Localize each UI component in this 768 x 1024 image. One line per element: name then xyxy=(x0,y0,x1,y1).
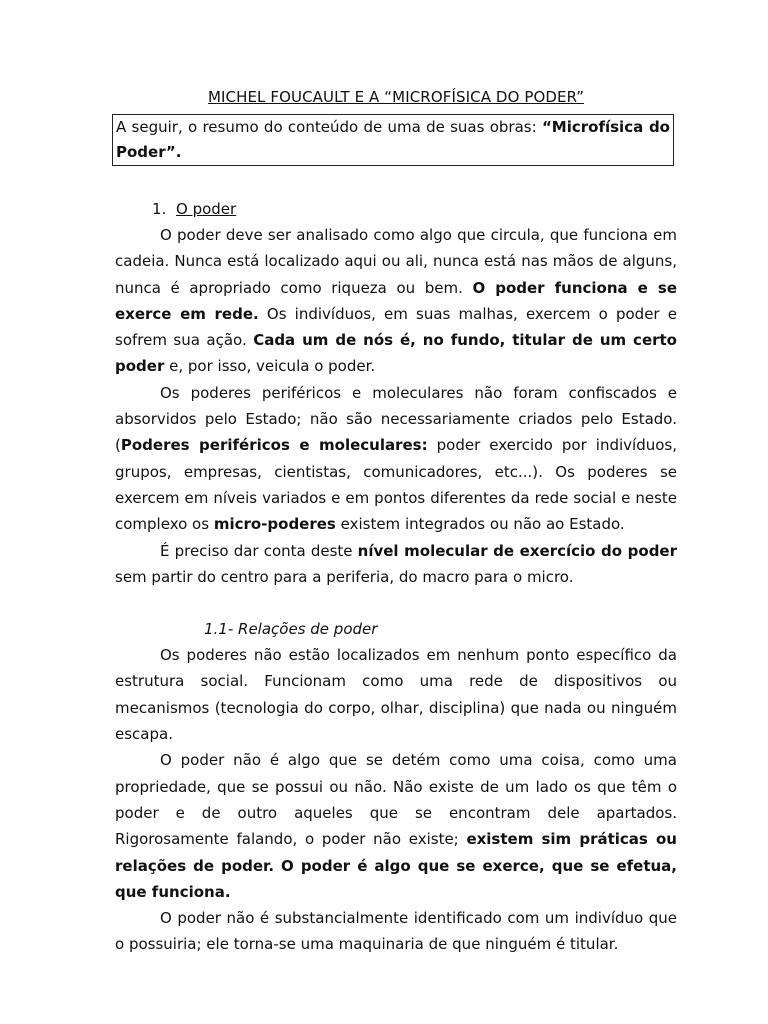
text-run: O poder deve ser analisado como algo que circula, que funciona em cadeia. Nunca está localizado aqui ou ali, nunca está nas mãos de alguns, nunca é apropriado como riqueza ou bem. xyxy=(115,226,677,297)
text-run: O poder não é substancialmente identificado com um indivíduo que o possuiria; ele torna-se uma maquinaria de que ninguém é titular. xyxy=(115,909,677,954)
bold-text-run: micro-poderes xyxy=(213,515,336,534)
text-run: É preciso dar conta deste xyxy=(160,541,358,560)
paragraph xyxy=(115,905,677,958)
intro-box xyxy=(112,114,674,166)
bold-text-run: Cada um de nós é, no fundo, titular de um certo poder xyxy=(115,331,677,376)
section-heading xyxy=(152,196,677,222)
bold-text-run: Poderes periféricos e moleculares: xyxy=(120,436,428,455)
document-content xyxy=(115,86,677,958)
subsection-heading: 1.1- Relações de poder xyxy=(204,620,378,639)
paragraph xyxy=(115,380,677,538)
intro-text: A seguir, o resumo do conteúdo de uma de suas obras: xyxy=(116,118,542,136)
paragraph xyxy=(115,538,677,591)
text-run: Os poderes periféricos e moleculares não foram confiscados e absorvidos pelo Estado; não são necessariamente criados pelo Estado. ( xyxy=(115,383,677,455)
text-run: e, por isso, veicula o poder. xyxy=(164,357,376,376)
text-run: Os poderes não estão localizados em nenhum ponto específico da estrutura social. Funcionam como uma rede de dispositivos ou mecanismos (tecnologia do corpo, olhar, disciplina) que nada ou ninguém escapa. xyxy=(115,646,677,744)
paragraph xyxy=(115,747,677,905)
text-run: poder exercido por indivíduos, grupos, empresas, cientistas, comunicadores, etc...). Os poderes se exercem em níveis variados e em pontos diferentes da rede social e neste complexo os xyxy=(115,436,677,534)
section-label: O poder xyxy=(176,200,237,218)
text-run: sem partir do centro para a periferia, do macro para o micro. xyxy=(115,567,574,586)
section-paragraphs xyxy=(115,222,677,590)
text-run: Os indivíduos, em suas malhas, exercem o poder e sofrem sua ação. xyxy=(115,304,677,350)
subsection-paragraphs xyxy=(115,642,677,958)
text-run: O poder não é algo que se detém como uma coisa, como uma propriedade, que se possui ou não. Não existe de um lado os que têm o poder e de outro aqueles que se encontram dele apartados. Rigorosamente falando, o poder não existe; xyxy=(115,751,677,849)
section-number: 1. xyxy=(152,200,167,218)
bold-text-run: O poder funciona e se exerce em rede. xyxy=(115,278,677,323)
text-run: existem integrados ou não ao Estado. xyxy=(335,515,625,534)
paragraph xyxy=(115,222,677,380)
intro-bold-title: “Microfísica do Poder”. xyxy=(116,118,670,161)
paragraph xyxy=(115,642,677,747)
document-title: MICHEL FOUCAULT E A “MICROFÍSICA DO PODER” xyxy=(207,88,585,106)
bold-text-run: existem sim práticas ou relações de poder. O poder é algo que se exerce, que se efetua, que funciona. xyxy=(115,830,677,901)
bold-text-run: nível molecular de exercício do poder xyxy=(357,541,677,560)
